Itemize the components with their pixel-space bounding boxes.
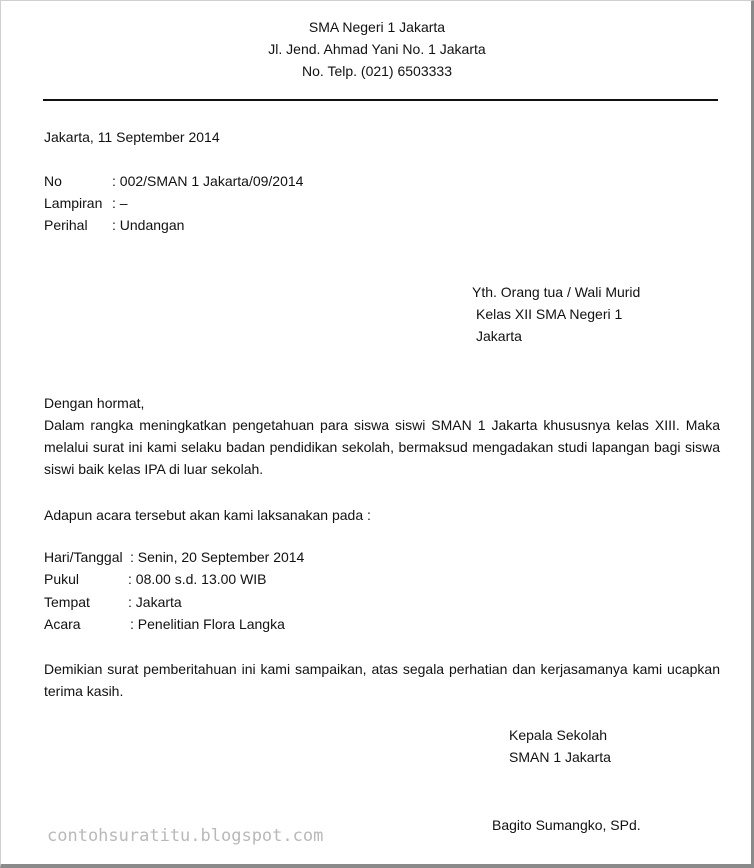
event-time-value: : 08.00 s.d. 13.00 WIB [128, 571, 267, 587]
intro-line: Adapun acara tersebut akan kami laksanakan pada : [44, 507, 371, 523]
event-date-value: : Senin, 20 September 2014 [130, 549, 305, 565]
event-place-value: : Jakarta [128, 594, 182, 610]
meta-lampiran-value: : – [112, 195, 128, 211]
letter-date: Jakarta, 11 September 2014 [44, 129, 220, 145]
event-date-label: Hari/Tanggal [44, 549, 123, 565]
event-time-label: Pukul [44, 571, 80, 587]
letterhead-address: Jl. Jend. Ahmad Yani No. 1 Jakarta [268, 41, 486, 57]
watermark: contohsuratitu.blogspot.com [47, 826, 324, 846]
meta-perihal-label: Perihal [44, 217, 88, 233]
event-place-label: Tempat [44, 594, 90, 610]
meta-no-value: : 002/SMAN 1 Jakarta/09/2014 [112, 173, 304, 189]
letterhead-school: SMA Negeri 1 Jakarta [308, 19, 446, 35]
event-activity-label: Acara [44, 616, 81, 632]
closing-paragraph: Demikian surat pemberitahuan ini kami sampaikan, atas segala perhatian dan kerjasamanya kami ucapkan terima kasih. [44, 661, 720, 699]
letterhead-phone: No. Telp. (021) 6503333 [302, 63, 452, 79]
greeting: Dengan hormat, [44, 395, 145, 411]
event-activity-value: : Penelitian Flora Langka [130, 616, 285, 632]
meta-lampiran-label: Lampiran [44, 195, 103, 211]
recipient-line-3: Jakarta [476, 328, 522, 344]
signature-name: Bagito Sumangko, SPd. [492, 817, 641, 833]
body-paragraph: Dalam rangka meningkatkan pengetahuan para siswa siswi SMAN 1 Jakarta khususnya kelas XIII. Maka melalui surat ini kami selaku badan pendidikan sekolah, bermaksud mengadakan studi lapangan bagi siswa siswi baik kelas IPA di luar sekolah. [44, 417, 720, 477]
letterhead-divider [43, 99, 718, 101]
signature-title: Kepala Sekolah [509, 727, 608, 743]
recipient-line-2: Kelas XII SMA Negeri 1 [476, 306, 623, 322]
recipient-line-1: Yth. Orang tua / Wali Murid [472, 284, 641, 300]
meta-no-label: No [44, 173, 62, 189]
signature-school: SMAN 1 Jakarta [509, 749, 611, 765]
meta-perihal-value: : Undangan [112, 217, 185, 233]
